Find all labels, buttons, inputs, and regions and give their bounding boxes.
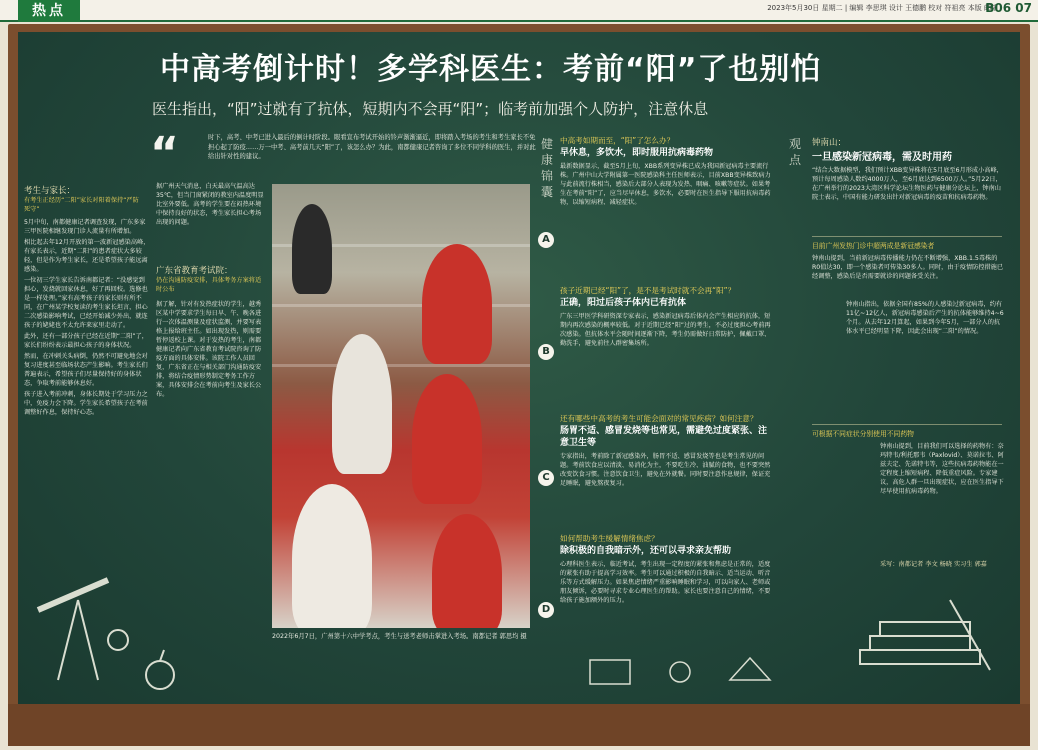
subheadline: 医生指出，“阳”过就有了抗体，短期内不会再“阳”；临考前加强个人防护，注意休息	[152, 100, 709, 118]
photo-caption: 2022年6月7日，广州第十六中学考点，考生与送考老师击掌进入考场。南都记者 郭思均 摄	[272, 633, 527, 640]
qa-answer: 早休息，多饮水，即时服用抗病毒药物	[560, 148, 714, 158]
left-paragraph: 然而，在冲刺关头病倒，仍然不可避免地会对复习进度甚至临场状态产生影响。考生家长们普遍表示，希望孩子们尽量保持好的身体状态，争取考前能够休息好。	[24, 353, 148, 387]
student-figure	[292, 484, 372, 628]
qa-section-label: 健康锦囊	[540, 137, 553, 199]
viewpoint-headline: 一旦感染新冠病毒，需及时用药	[812, 152, 952, 163]
middle-column-top: 据广州天气消息，白天最高气温高达35℃，但当门窗紧闭的教室内温度明显比室外要低。高考的学生要在闷热环境中保持良好的状态，考生家长担心考场出现的问题。	[156, 183, 264, 226]
qa-marker: C	[538, 470, 554, 486]
viewpoint-paragraph: “结合大数据模型，我们预计XBB变异株将在5月底至6月形成小高峰，预计每周感染人数约4000万人，至6月底达到6500万人。”5月22日，在广州举行的2023大湾区科学论坛生物医药与健康分论坛上，钟南山院士表示，中国有能力研发出针对新冠病毒的疫苗和抗病毒药物。	[812, 167, 1003, 201]
qa-question: 孩子近期已经“阳”了，是不是考试时就不会再“阳”？	[560, 286, 736, 295]
left-column-title: 考生与家长：	[24, 186, 76, 196]
doodles-sketch-icon	[580, 650, 800, 690]
middle-column-body: 据了解，针对有发热症状的学生，越秀区某中学要求学生每日早、午、晚各进行一次体温测量及症状监测，并要写表格上报给班主任。如出现发热，则需要暂停返校上课。对于发热的考生，南都健康记者向广东省教育考试院咨询了防疫方面的具体安排。该院工作人员回复，广东省正在与相关部门沟通防疫安排，将结合疫情形势制定考务工作方案，具体安排会在考前向考生及家长公布。	[156, 301, 262, 398]
qa-answer: 正确，阳过后孩子体内已有抗体	[560, 298, 687, 308]
qa-block	[560, 414, 772, 488]
page-meta: 2023年5月30日 星期二 | 编辑 李思琪 设计 王德鹏 校对 符祖亮 本版 邮箱	[767, 4, 998, 12]
masthead-bar	[0, 0, 1038, 22]
student-figure	[332, 334, 392, 474]
left-paragraph: 相比起去年12月开放的第一波新冠感染高峰，有家长表示，近期“二阳”的患者症状大多较轻，但是作为考生家长，还是希望孩子能远离感染。	[24, 239, 150, 273]
divider	[812, 424, 1002, 425]
qa-question: 如何帮助考生缓解情绪焦虑？	[560, 534, 659, 543]
teacher-figure	[432, 514, 502, 628]
viewpoint-paragraph: 钟南山提到，目前我们可以选择的药物有：奈玛特韦/利托那韦（Paxlovid）、莫诺拉韦、阿兹夫定、先诺特韦等，这些抗病毒药物能在一定程度上缩短病程、降低重症风险。专家建议，高危人群一旦出现症状，应在医生指导下尽早使用抗病毒药物。	[880, 443, 1004, 495]
left-column-subtitle: 有考生正经历“二阳”家长对阳着保持“严防死守”	[24, 197, 139, 213]
viewpoint-label: 观点	[788, 137, 801, 167]
viewpoint-subtitle: 目前广州发热门诊中超两成是新冠感染者	[812, 242, 935, 250]
qa-answer: 除积极的自我暗示外，还可以寻求亲友帮助	[560, 546, 732, 556]
quote-mark-icon: “	[150, 128, 179, 179]
qa-marker: A	[538, 232, 554, 248]
qa-block	[560, 136, 772, 207]
qa-body: 广东三甲医学科研资深专家表示，感染新冠病毒后体内会产生相应的抗体，短期内再次感染的概率较低。对于近期已经“阳”过的考生，不必过度担心考前再次感染。但抗体水平会随时间逐渐下降，考生仍需做好日常防护，佩戴口罩、勤洗手，避免前往人群密集场所。	[560, 313, 771, 347]
qa-block	[560, 534, 772, 605]
intro-paragraph: 时下，高考、中考已进入最后的倒计时阶段。眼看宣布考试开始的铃声渐渐逼近，即将踏入考场的考生和考生家长不免担心起了防疫……万一中考、高考前几天“阳”了，该怎么办？为此，南都健康记者咨询了多位不同学科的医生，并对此给出针对性的建议。	[208, 134, 536, 160]
telescope-sketch-icon	[28, 570, 138, 690]
left-paragraph: 5月中旬，南都健康记者调查发现，广东多家三甲医院相继发现门诊人流量有所增加。	[24, 219, 146, 235]
qa-answer: 肠胃不适、感冒发烧等也常见，需避免过度紧张、注意卫生等	[560, 426, 768, 448]
viewpoint-paragraph: 钟南山提到，当前新冠病毒传播能力仍在不断增强，XBB.1.5毒株的R0值达30，即一个感染者可传染30多人。同时，由于疫情防控措施已经调整，感染后是否需要就诊的问题备受关注。	[812, 255, 1004, 280]
qa-question: 还有哪些中高考的考生可能会面对的常见疾病？如何注意？	[560, 414, 758, 423]
divider	[812, 236, 1002, 237]
news-photo	[272, 184, 530, 628]
middle-column-title: 广东省教育考试院：	[156, 266, 233, 276]
qa-question: 中高考如期而至，“阳”了怎么办？	[560, 136, 675, 145]
middle-column-subtitle: 仍在沟通防疫安排，具体考务方案将适时公布	[156, 277, 262, 293]
viewpoint-name: 钟南山：	[812, 138, 847, 148]
photo-stair	[272, 364, 530, 367]
left-paragraph: 孩子进入考前冲刺，身体长期处于学习压力之中，免疫力会下降。学生家长希望孩子在考前调整好作息，保持好心态。	[24, 391, 148, 416]
page-number: B06 07	[985, 1, 1032, 15]
qa-marker: D	[538, 602, 554, 618]
qa-body: 最新数据显示，截至5月上旬，XBB系列变异株已成为我国新冠病毒主要流行株。广州中山大学附属第一医院感染科主任医师表示，目前XBB变异株致病力与此前流行株相当，感染后大部分人表现为发热、咽痛、咳嗽等症状。如果考生在考前“阳”了，应当尽早休息，多饮水，必要时在医生指导下服用抗病毒药物，以缩短病程、减轻症状。	[560, 163, 771, 206]
section-tag: 热点	[18, 0, 80, 22]
qa-block	[560, 286, 772, 348]
qa-body: 专家指出，考前除了新冠感染外，肠胃不适、感冒发烧等也是考生常见的问题。考前饮食应以清淡、易消化为主，不要吃生冷、油腻的食物，也不要突然改变饮食习惯。注意饮食卫生，避免在外就餐。同时要注意作息规律，保证充足睡眠，避免熬夜复习。	[560, 453, 771, 487]
left-paragraph: 此外，还有一部分孩子已经在近期“二阳”了，家长们纷纷表示最担心孩子的身体状况。	[24, 333, 148, 349]
student-figure	[292, 204, 332, 294]
left-paragraph: 一位初三学生家长告诉南都记者：“没感觉到担心，发烧就回家休息，好了再回校。选修也是一样处理。”家有高考孩子的家长则有所不同，在广州某学校复读的考生家长坦言，担心二次感染影响考试，已经开始减少外出，就连孩子的姥姥也不太允许来家里走动了。	[24, 277, 148, 329]
teacher-figure	[422, 244, 492, 364]
viewpoint-paragraph: 钟南山指出，依据全国有85%的人感染过新冠病毒，约有11亿~12亿人，新冠病毒感染后产生的抗体能够维持4~6个月。从去年12月算起，如果到今年5月，一部分人的抗体水平已经明显下降，因此会出现“二阳”的情况。	[846, 301, 1004, 335]
viewpoint-subtitle: 可根据不同症状分别使用不同药物	[812, 430, 914, 438]
qa-body: 心理科医生表示，临近考试，考生出现一定程度的紧张和焦虑是正常的，适度的紧张有助于提高学习效率。考生可以通过积极的自我暗示、适当运动、听音乐等方式缓解压力。如果焦虑情绪严重影响睡眠和学习，可以向家人、老师或朋友倾诉，必要时寻求专业心理医生的帮助。家长也要注意自己的情绪，不要给孩子施加额外的压力。	[560, 561, 771, 604]
headline: 中高考倒计时！多学科医生：考前“阳”了也别怕	[160, 52, 822, 87]
chalk-tray	[8, 704, 1030, 746]
qa-marker: B	[538, 344, 554, 360]
left-column-body	[24, 218, 150, 419]
teacher-figure	[412, 374, 482, 504]
byline: 采写：南都记者 李文 杨晓 实习生 郭嘉	[880, 561, 987, 568]
apple-sketch-icon	[140, 640, 180, 700]
books-sketch-icon	[850, 590, 1000, 690]
